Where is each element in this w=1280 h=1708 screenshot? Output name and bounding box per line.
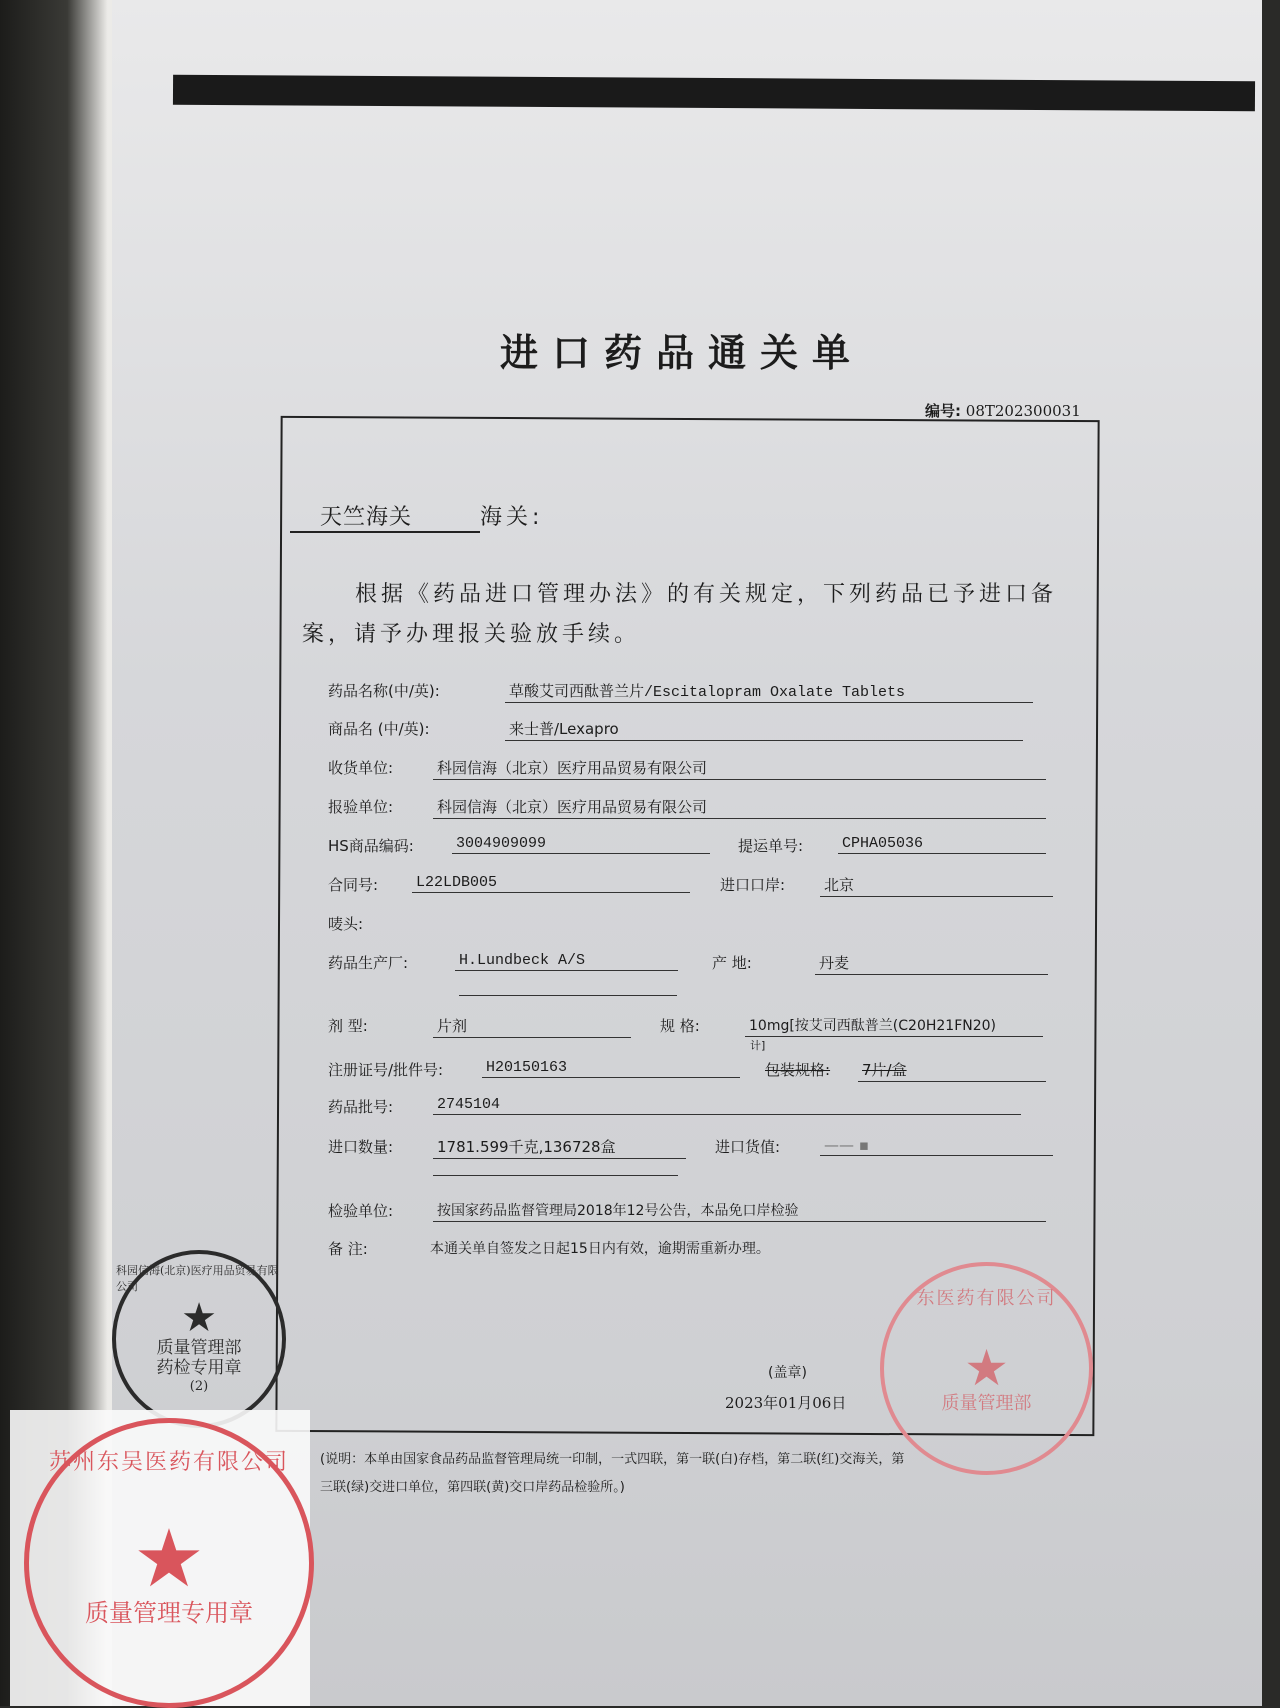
dosage-form-value: 片剂 [433, 1015, 631, 1038]
seal-label: (盖章) [768, 1365, 807, 1381]
addressee-value: 天竺海关 [290, 500, 480, 533]
serial-label: 编号: [925, 402, 961, 420]
black-stamp-rim-text: 科园信海(北京)医疗用品贸易有限公司 [116, 1264, 279, 1293]
red-stamp-center-text: 质量管理专用章 [85, 1598, 253, 1627]
batch-number-value: 2745104 [433, 1096, 1021, 1115]
drug-name-label: 药品名称(中/英): [328, 682, 440, 700]
package-spec-label: 包装规格: [765, 1061, 831, 1079]
quantity-label: 进口数量: [328, 1138, 394, 1156]
black-stamp-line1: 质量管理部 [156, 1337, 242, 1358]
intro-line-1: 根据《药品进口管理办法》的有关规定，下列药品已予进口备 [355, 582, 1058, 607]
pink-stamp-center-text: 质量管理部 [941, 1392, 1032, 1414]
footnote-line-1: (说明：本单由国家食品药品监督管理局统一印制，一式四联，第一联(白)存档，第二联(红)交海关，第 [320, 1452, 905, 1467]
bill-of-lading-label: 提运单号: [738, 837, 804, 855]
port-label: 进口口岸: [720, 876, 786, 894]
star-icon: ★ [133, 1511, 205, 1605]
black-stamp-line2: 药检专用章 [156, 1358, 242, 1379]
star-icon: ★ [181, 1294, 217, 1341]
black-stamp-line3: (2) [189, 1378, 209, 1394]
footnote-line-2: 三联(绿)交进口单位，第四联(黄)交口岸药品检验所。) [320, 1480, 625, 1495]
specification-value-line2: 计] [750, 1039, 766, 1052]
black-inspection-stamp [112, 1250, 286, 1428]
red-stamp-rim-text: 苏州东吴医药有限公司 [48, 1450, 289, 1475]
manufacturer-value: H.Lundbeck A/S [455, 952, 678, 971]
test-unit-value: 按国家药品监督管理局2018年12号公告，本品免口岸检验 [433, 1200, 1046, 1222]
registration-label: 注册证号/批件号: [328, 1061, 444, 1079]
red-company-stamp [24, 1418, 314, 1708]
quantity-second-line [433, 1175, 678, 1176]
addressee-line [290, 500, 543, 533]
remark-label: 备 注: [328, 1240, 368, 1258]
brand-value: 来士普/Lexapro [505, 718, 1023, 741]
star-icon: ★ [964, 1338, 1009, 1397]
quantity-value: 1781.599千克,136728盒 [433, 1136, 686, 1159]
addressee-suffix: 海关: [480, 505, 544, 530]
shipping-mark-label: 唛头: [328, 915, 364, 933]
origin-value: 丹麦 [815, 952, 1048, 975]
batch-number-label: 药品批号: [328, 1098, 394, 1116]
pink-stamp-rim-text: 东医药有限公司 [916, 1288, 1057, 1309]
test-unit-label: 检验单位: [328, 1202, 394, 1220]
contract-value: L22LDB005 [412, 874, 690, 893]
contract-label: 合同号: [328, 876, 379, 894]
remark-value: 本通关单自签发之日起15日内有效，逾期需重新办理。 [430, 1241, 770, 1257]
consignee-label: 收货单位: [328, 759, 394, 777]
bill-of-lading-value: CPHA05036 [838, 835, 1046, 854]
brand-label: 商品名 (中/英): [328, 720, 430, 738]
package-spec-value: 7片/盒 [858, 1059, 1046, 1082]
dosage-form-label: 剂 型: [328, 1017, 368, 1035]
intro-line-2: 案，请予办理报关验放手续。 [302, 622, 641, 647]
drug-name-value: 草酸艾司西酞普兰片/Escitalopram Oxalate Tablets [505, 680, 1033, 703]
document-title: 进口药品通关单 [500, 331, 865, 375]
consignee-value: 科园信海（北京）医疗用品贸易有限公司 [433, 757, 1046, 780]
value-label: 进口货值: [715, 1138, 781, 1156]
registration-value: H20150163 [482, 1059, 740, 1078]
inspection-unit-label: 报验单位: [328, 798, 394, 816]
manufacturer-second-line [459, 995, 677, 996]
port-value: 北京 [820, 874, 1053, 897]
value-value: —— ▪ [820, 1136, 1053, 1156]
specification-value: 10mg[按艾司西酞普兰(C20H21FN20) [745, 1015, 1043, 1037]
specification-label: 规 格: [660, 1017, 700, 1035]
hs-code-label: HS商品编码: [328, 837, 414, 855]
pink-company-stamp [880, 1262, 1093, 1475]
issue-date: 2023年01月06日 [725, 1394, 847, 1412]
origin-label: 产 地: [712, 954, 752, 972]
serial-number [925, 400, 1081, 421]
serial-value: 08T202300031 [965, 402, 1081, 420]
manufacturer-label: 药品生产厂: [328, 954, 409, 972]
hs-code-value: 3004909099 [452, 835, 710, 854]
inspection-unit-value: 科园信海（北京）医疗用品贸易有限公司 [433, 796, 1046, 819]
